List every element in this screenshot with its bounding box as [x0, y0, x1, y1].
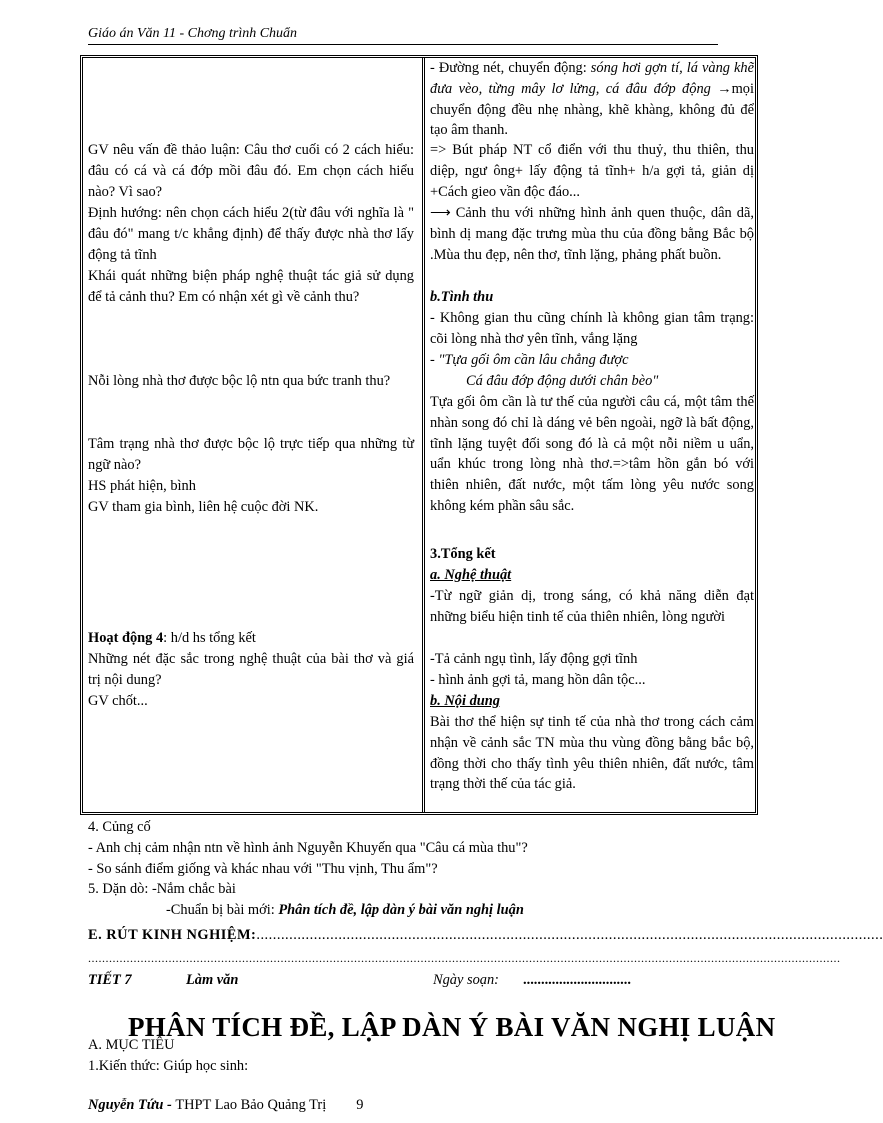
goals-section	[88, 1035, 768, 1077]
mood-question: Nỗi lòng nhà thơ được bộc lộ ntn qua bức tranh thu?	[88, 373, 391, 389]
review-dots-line: .......................................................................................................................................................................................................................	[88, 951, 841, 965]
footer-school: THPT Lao Bảo Quảng Trị	[175, 1097, 327, 1113]
still-desc: - Không gian thu cũng chính là không gian tâm trạng: cõi lòng nhà thơ yên tĩnh, vắng lặng	[430, 310, 754, 347]
art-point-1: -Từ ngữ giản dị, trong sáng, có khả năng diễn đạt những biểu hiện tinh tế của thiên nhiên, lòng người	[430, 588, 754, 625]
date-dots: ..............................	[523, 972, 631, 988]
activity-label: Hoạt động 4	[88, 630, 164, 646]
hs-text: HS phát hiện, bình	[88, 478, 196, 494]
review-line	[88, 927, 883, 944]
prep-line	[88, 900, 768, 921]
analysis-text: Tựa gối ôm cần là tư thế của người câu cá, một tâm thế nhàn song đó chỉ là dáng vẻ bên ngoài, ngỡ là bất động, tĩnh lặng tuyệt đối song đó là cả một nỗi niềm u uẩn, uẩn khúc trong lòng nhà thơ.=>tâm hồn gắn bó với thiên nhiên, đất nước, một tấm lòng yêu nước song không kém phần sâu sắc.	[430, 394, 754, 514]
prep-title: Phân tích đề, lập dàn ý bài văn nghị luận	[278, 902, 524, 919]
homework-heading: 5. Dặn dò: -Nắm chắc bài	[88, 881, 236, 898]
page-title: PHÂN TÍCH ĐỀ, LẬP DÀN Ý BÀI VĂN NGHỊ LUẬN	[128, 1012, 776, 1042]
consolidate-q2: - So sánh điểm giống và khác nhau với "Thu vịnh, Thu ẩm"?	[88, 860, 438, 877]
goals-title: A. MỤC TIÊU	[88, 1037, 175, 1053]
lines-motion	[430, 58, 754, 141]
content-title: b. Nội dung	[430, 693, 500, 709]
after-table-section	[88, 817, 768, 921]
gv-close: GV chốt...	[88, 693, 148, 709]
art-title: a. Nghệ thuật	[430, 567, 512, 583]
quote-line-2: Cá đâu đớp động dưới chân bèo"	[466, 373, 659, 389]
footer-author: Nguyễn Tứu -	[88, 1097, 176, 1113]
orientation-text: Định hướng: nên chọn cách hiểu 2(từ đâu với nghĩa là " đâu đó" mang t/c khẳng định) để thấy được nhà thơ lấy động tả tĩnh	[88, 205, 414, 263]
summary-title: 3.Tổng kết	[430, 546, 496, 562]
consolidate-heading: 4. Củng cố	[88, 819, 151, 835]
lines-rest: mọi chuyển động đều nhẹ nhàng, khẽ khàng, không đủ để tạo âm thanh.	[430, 80, 754, 139]
long-arrow-icon: ⟶	[430, 205, 451, 221]
art-point-3: - hình ảnh gợi tả, mang hồn dân tộc...	[430, 672, 646, 688]
still-title: b.Tình thu	[430, 289, 494, 305]
lesson-heading	[88, 972, 738, 990]
art-point-2: -Tả cảnh ngụ tình, lấy động gợi tĩnh	[430, 651, 638, 667]
review-label: E. RÚT KINH NGHIỆM:	[88, 927, 257, 943]
scene-text	[430, 203, 754, 265]
tiet-label: TIẾT 7	[88, 972, 132, 988]
discussion-text: GV nêu vấn đề thảo luận: Câu thơ cuối có 2 cách hiểu: đâu có cá và cá đớp mồi đâu đó. Em chọn cách hiểu nào? Vì sao?	[88, 142, 414, 200]
activity-4	[88, 628, 414, 649]
direct-question: Tâm trạng nhà thơ được bộc lộ trực tiếp qua những từ ngữ nào?	[88, 436, 414, 473]
content-column	[430, 58, 754, 812]
prep-label: -Chuẩn bị bài mới:	[166, 902, 279, 919]
date-label: Ngày soạn:	[433, 972, 499, 988]
page-footer	[88, 1097, 363, 1114]
quote-line-1: - "Tựa gối ôm cần lâu chẳng được	[430, 352, 629, 368]
lines-italic: sóng hơi gợn tí, lá vàng khẽ đưa vèo, từng mây lơ lửng, cá đâu đớp động	[430, 60, 754, 97]
page-header	[88, 26, 718, 45]
activity-rest: : h/d hs tổng kết	[163, 630, 256, 646]
lesson-type: Làm văn	[186, 972, 239, 988]
page-number: 9	[356, 1097, 364, 1113]
scene-desc: Cảnh thu với những hình ảnh quen thuộc, dân dã, bình dị mang đặc trưng mùa thu của đồng bằng Bắc bộ .Mùa thu đẹp, nên thơ, tĩnh lặng, phảng phất buồn.	[430, 205, 754, 263]
arrow-icon: →	[717, 80, 732, 97]
header-text: Giáo án Văn 11 - Chơng trình Chuẩn	[88, 26, 298, 41]
knowledge-line: 1.Kiến thức: Giúp học sinh:	[88, 1057, 249, 1074]
content-text: Bài thơ thể hiện sự tinh tế của nhà thơ trong cách cảm nhận về cảnh sắc TN mùa thu vùng đồng bằng bắc bộ, đồng thời cho thấy tình yêu thiên nhiên, đất nước, tâm trạng thời thế của tác giả.	[430, 714, 754, 793]
gv-text: GV tham gia bình, liên hệ cuộc đời NK.	[88, 499, 319, 515]
lesson-table	[80, 55, 758, 815]
column-divider	[422, 58, 425, 812]
lines-intro: - Đường nét, chuyển động:	[430, 60, 591, 76]
technique-text: => Bút pháp NT cổ điển với thu thuỷ, thu thiên, thu diệp, ngư ông+ lấy động tả tĩnh+ h/a gợi tả, giản dị +Cách gieo vần độc đáo...	[430, 142, 754, 200]
art-question: Những nét đặc sắc trong nghệ thuật của bài thơ và giá trị nội dung?	[88, 651, 414, 688]
summary-question: Khái quát những biện pháp nghệ thuật tác giả sử dụng để tả cảnh thu? Em có nhận xét gì về cảnh thu?	[88, 268, 414, 305]
teacher-column	[88, 58, 414, 812]
review-dots: .........................................................................................................................................................	[256, 927, 883, 943]
consolidate-q1: - Anh chị cảm nhận ntn về hình ảnh Nguyễn Khuyến qua "Câu cá mùa thu"?	[88, 839, 528, 856]
